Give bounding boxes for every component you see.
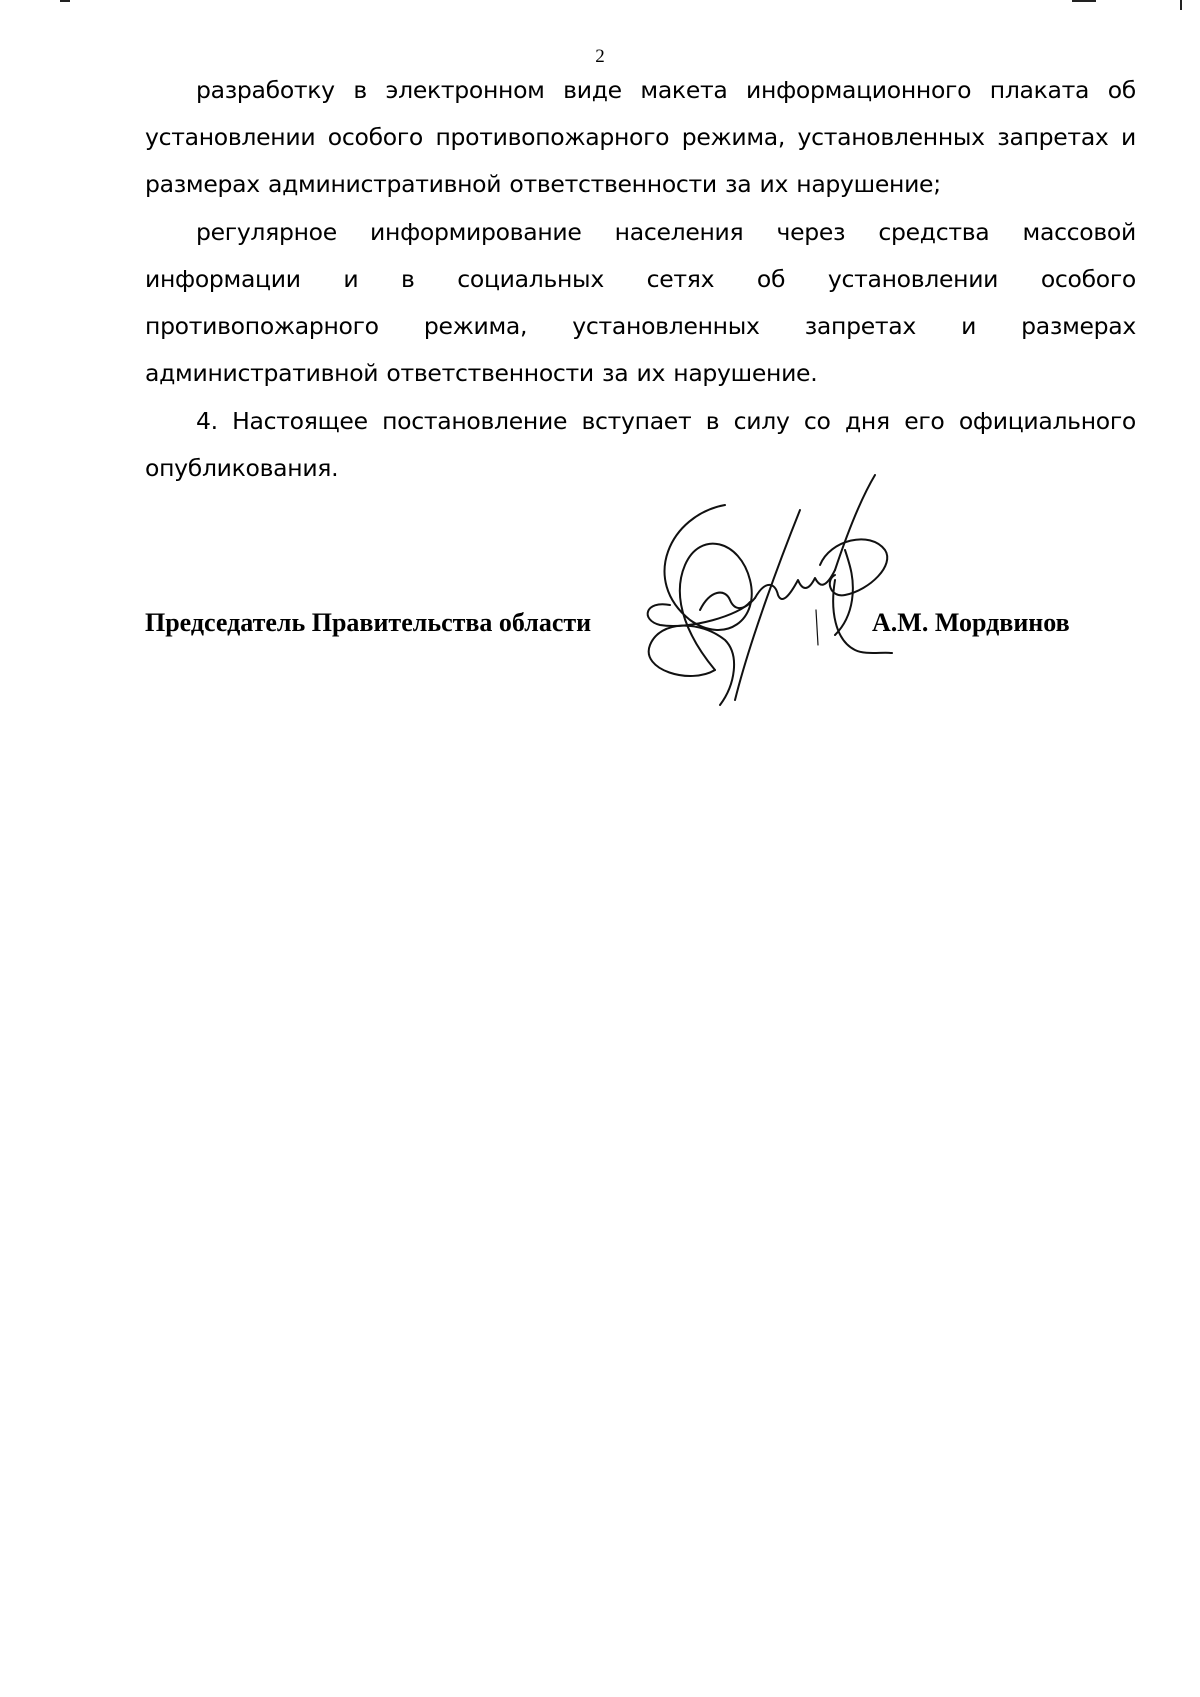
page-number: 2 [595, 46, 605, 67]
paragraph-poster-design: разработку в электронном виде макета информационного плаката об установлении особого противопожарного режима, установленных запретах и размерах административной ответственности за их нарушение; [145, 76, 1136, 198]
scan-edge-mark [60, 0, 70, 2]
scan-edge-mark [1180, 0, 1182, 10]
signature-block [145, 603, 1095, 643]
paragraph-media-informing: регулярное информирование населения через средства массовой информации и в социальных сетях об установлении особого противопожарного режима, установленных запретах и размерах административной ответственности за их нарушение. [145, 218, 1136, 387]
paragraph-entry-into-force: 4. Настоящее постановление вступает в силу со дня его официального опубликования. [145, 407, 1136, 482]
signatory-name: А.М. Мордвинов [872, 608, 1070, 637]
signatory-position: Председатель Правительства области [145, 608, 592, 637]
handwritten-signature [630, 470, 920, 720]
scan-edge-mark [1072, 0, 1096, 2]
document-body [145, 67, 1136, 492]
